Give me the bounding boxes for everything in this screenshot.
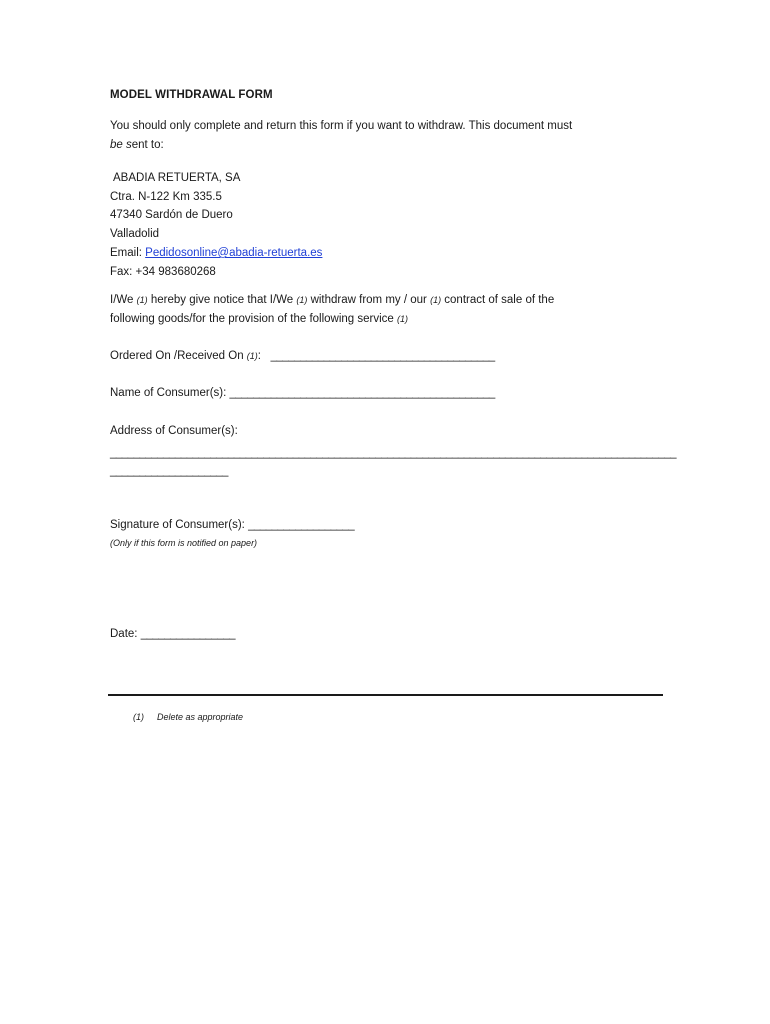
ordered-on-field <box>110 350 495 362</box>
email-link[interactable]: Pedidosonline@abadia-retuerta.es <box>145 247 323 259</box>
footnote-divider <box>108 694 663 696</box>
consumer-address-blank-1[interactable]: ________________________________________________________________________________________________ <box>110 447 676 459</box>
date-label: Date: <box>110 628 141 640</box>
notice-text: hereby give notice that I/We <box>147 294 297 306</box>
footnote-text: Delete as appropriate <box>157 712 244 722</box>
company-name: ABADIA RETUERTA, SA <box>113 172 241 184</box>
ordered-on-colon: : <box>257 350 261 362</box>
intro-line-2 <box>110 139 164 151</box>
consumer-address-label: Address of Consumer(s): <box>110 425 238 437</box>
footnote-ref: (1) <box>246 351 258 361</box>
email-label: Email: <box>110 247 146 259</box>
date-field <box>110 628 235 640</box>
date-blank[interactable]: ________________ <box>140 628 236 640</box>
notice-text: I/We <box>110 294 137 306</box>
consumer-name-blank[interactable]: _____________________________________________ <box>229 387 495 399</box>
consumer-name-field <box>110 387 495 399</box>
notice-line-2 <box>110 313 408 325</box>
street-address: Ctra. N-122 Km 335.5 <box>110 191 222 203</box>
form-title: MODEL WITHDRAWAL FORM <box>110 89 273 101</box>
notice-text: contract of sale of the <box>441 294 555 306</box>
fax-line: Fax: +34 983680268 <box>110 266 216 278</box>
intro-line-1: You should only complete and return this form if you want to withdraw. This document must <box>110 120 573 132</box>
consumer-name-label: Name of Consumer(s): <box>110 387 230 399</box>
notice-line-1 <box>110 294 554 306</box>
notice-text: following goods/for the provision of the following service <box>110 313 398 325</box>
signature-label: Signature of Consumer(s): <box>110 519 249 531</box>
footnote-ref: (1) <box>136 295 148 305</box>
footnote-number: (1) <box>133 712 144 722</box>
signature-field <box>110 519 354 531</box>
intro-line-2-text: ent to: <box>131 139 164 151</box>
ordered-on-blank[interactable]: ______________________________________ <box>270 350 495 362</box>
notice-text: withdraw from my / our <box>307 294 431 306</box>
signature-blank[interactable]: __________________ <box>248 519 355 531</box>
ordered-on-label: Ordered On /Received On <box>110 350 247 362</box>
region: Valladolid <box>110 228 160 240</box>
intro-italic-text: be s <box>110 139 132 151</box>
footnote-ref: (1) <box>296 295 308 305</box>
email-line <box>110 244 322 263</box>
postal-city: 47340 Sardón de Duero <box>110 209 233 221</box>
footnote <box>133 712 243 722</box>
consumer-address-blank-2[interactable]: ____________________ <box>110 465 228 477</box>
footnote-ref: (1) <box>397 314 409 324</box>
signature-note: (Only if this form is notified on paper) <box>110 538 258 548</box>
footnote-ref: (1) <box>430 295 442 305</box>
